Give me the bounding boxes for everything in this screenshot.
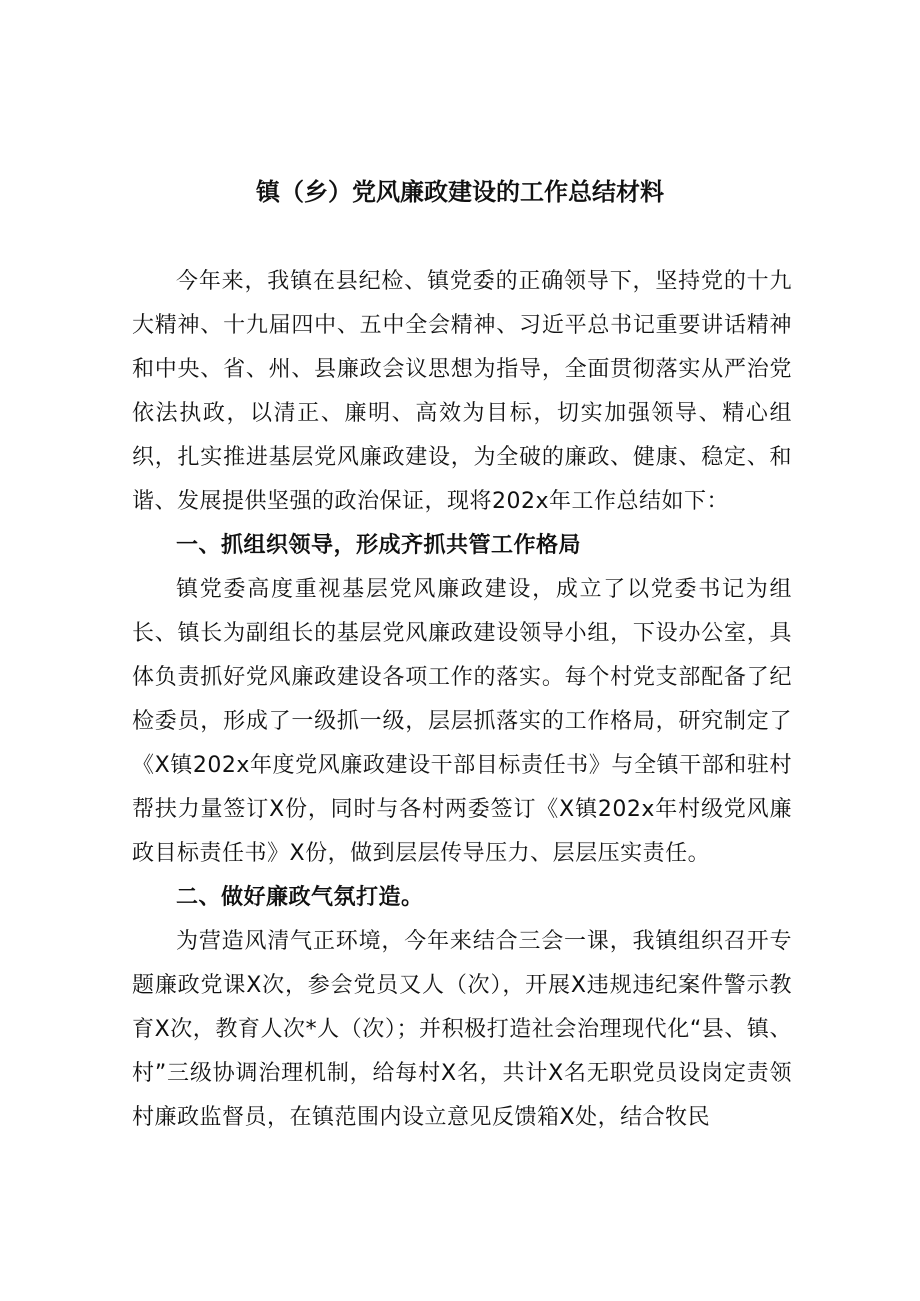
document-body bbox=[132, 260, 792, 1140]
section-heading-1: 一、抓组织领导，形成齐抓共管工作格局 bbox=[176, 533, 582, 558]
section-2-paragraph: 为营造风清气正环境，今年来结合三会一课，我镇组织召开专题廉政党课X次，参会党员又人（次），开展X违规违纪案件警示教育X次，教育人次*人（次）；并积极打造社会治理现代化“县、镇、村”三级协调治理机制，给每村X名，共计X名无职党员设岗定责领村廉政监督员，在镇范围内设立意见反馈箱X处，结合牧民 bbox=[132, 929, 792, 1130]
section-heading-2: 二、做好廉政气氛打造。 bbox=[176, 885, 424, 910]
document-title: 镇（乡）党风廉政建设的工作总结材料 bbox=[256, 178, 664, 206]
section-1-paragraph: 镇党委高度重视基层党风廉政建设，成立了以党委书记为组长、镇长为副组长的基层党风廉政建设领导小组，下设办公室，具体负责抓好党风廉政建设各项工作的落实。每个村党支部配备了纪检委员，形成了一级抓一级，层层抓落实的工作格局，研究制定了《X镇202x年度党风廉政建设干部目标责任书》与全镇干部和驻村帮扶力量签订X份，同时与各村两委签订《X镇202x年村级党风廉政目标责任书》X份，做到层层传导压力、层层压实责任。 bbox=[132, 577, 792, 866]
intro-paragraph: 今年来，我镇在县纪检、镇党委的正确领导下，坚持党的十九大精神、十九届四中、五中全会精神、习近平总书记重要讲话精神和中央、省、州、县廉政会议思想为指导，全面贯彻落实从严治党依法执政，以清正、廉明、高效为目标，切实加强领导、精心组织，扎实推进基层党风廉政建设，为全破的廉政、健康、稳定、和谐、发展提供坚强的政治保证，现将202x年工作总结如下： bbox=[132, 269, 792, 514]
